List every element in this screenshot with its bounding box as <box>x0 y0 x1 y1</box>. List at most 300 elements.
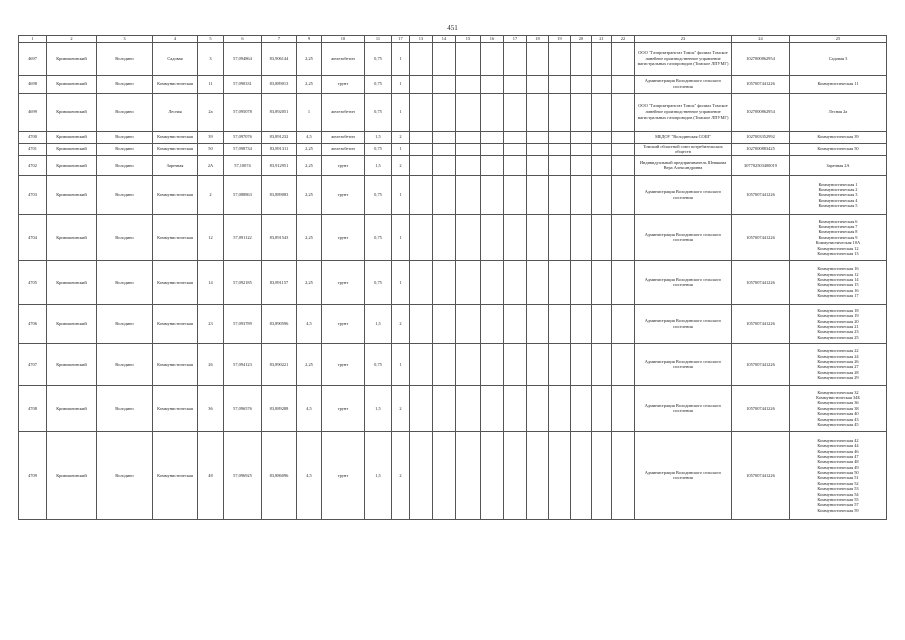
column-number-24: 25 <box>790 36 887 43</box>
served-object: Коммунистическая 6 <box>818 218 858 224</box>
cell-empty <box>456 75 481 93</box>
cell-empty <box>549 42 571 75</box>
cell-empty <box>549 75 571 93</box>
cell-num: 4706 <box>19 304 47 343</box>
cell-village: Володино <box>97 175 153 214</box>
cell-village: Володино <box>97 304 153 343</box>
cell-empty <box>410 260 433 304</box>
cell-vol: 1,5 <box>365 304 392 343</box>
cell-house: 48 <box>198 431 224 519</box>
cell-area: 2,25 <box>297 75 322 93</box>
served-object: Коммунистическая 27 <box>817 364 859 370</box>
cell-empty <box>592 214 612 260</box>
served-object: Коммунистическая 2 <box>818 186 858 192</box>
cell-village: Володино <box>97 75 153 93</box>
cell-num: 4703 <box>19 175 47 214</box>
cell-empty <box>456 42 481 75</box>
served-object: Коммунистическая 38 <box>817 405 859 411</box>
cell-empty <box>612 260 635 304</box>
cell-empty <box>433 385 456 431</box>
cell-empty <box>433 42 456 75</box>
cell-lon: 83,891232 <box>262 131 297 143</box>
cell-empty <box>456 175 481 214</box>
cell-lon: 83,889288 <box>262 385 297 431</box>
cell-house: 36 <box>198 385 224 431</box>
cell-house: 2А <box>198 155 224 175</box>
cell-vol: 0,75 <box>365 93 392 131</box>
cell-empty <box>592 304 612 343</box>
cell-empty <box>410 93 433 131</box>
cell-village: Володино <box>97 431 153 519</box>
cell-served-objects <box>790 260 887 304</box>
served-object: Коммунистическая 25 <box>817 334 859 340</box>
table-row <box>19 155 887 175</box>
served-object: Коммунистическая 34Б <box>816 395 860 400</box>
served-object: Коммунистическая 43 <box>817 416 859 422</box>
cell-served-objects <box>790 155 887 175</box>
cell-empty <box>527 385 549 431</box>
cell-empty <box>433 131 456 143</box>
cell-empty <box>571 214 592 260</box>
cell-organization: Администрация Володинского сельского поселения <box>635 385 732 431</box>
cell-num: 4701 <box>19 143 47 155</box>
cell-empty <box>481 260 504 304</box>
cell-empty <box>504 385 527 431</box>
table-row <box>19 343 887 385</box>
cell-vol: 0,75 <box>365 42 392 75</box>
cell-empty <box>549 304 571 343</box>
cell-house: 39 <box>198 131 224 143</box>
cell-empty <box>612 42 635 75</box>
cell-district: Кривошеинский <box>47 93 97 131</box>
served-object: Коммунистическая 7 <box>818 224 858 229</box>
cell-village: Володино <box>97 214 153 260</box>
cell-district: Кривошеинский <box>47 214 97 260</box>
column-number-10: 11 <box>365 36 392 43</box>
served-object: Коммунистическая 13 <box>817 250 859 256</box>
cell-lat: 57,097076 <box>224 131 262 143</box>
table-row <box>19 385 887 431</box>
cell-vol: 1,5 <box>365 131 392 143</box>
cell-empty <box>612 214 635 260</box>
cell-empty <box>456 155 481 175</box>
cell-surface: грунт <box>322 385 365 431</box>
cell-served-objects <box>790 42 887 75</box>
cell-ogrn: 1057007441226 <box>732 214 790 260</box>
cell-empty <box>527 155 549 175</box>
cell-area: 2,25 <box>297 42 322 75</box>
served-object: Коммунистическая 53 <box>817 486 859 492</box>
cell-district: Кривошеинский <box>47 155 97 175</box>
cell-empty <box>592 343 612 385</box>
served-object: Коммунистическая 45 <box>817 421 859 427</box>
cell-organization: МБДОУ "Володинская СОШ" <box>635 131 732 143</box>
cell-served-objects <box>790 131 887 143</box>
cell-village: Володино <box>97 143 153 155</box>
cell-count: 1 <box>392 75 410 93</box>
cell-empty <box>504 431 527 519</box>
cell-street: Коммунистическая <box>153 75 198 93</box>
cell-ogrn: 1057007441226 <box>732 75 790 93</box>
served-object: Коммунистическая 28 <box>817 369 859 375</box>
served-object: Коммунистическая 23 <box>817 329 859 335</box>
served-object: Коммунистическая 12 <box>817 245 859 251</box>
cell-empty <box>527 304 549 343</box>
cell-served-objects <box>790 214 887 260</box>
cell-district: Кривошеинский <box>47 431 97 519</box>
column-number-18: 19 <box>549 36 571 43</box>
cell-empty <box>549 155 571 175</box>
served-object: Коммунистическая 55 <box>817 496 859 502</box>
register-table <box>18 35 887 520</box>
cell-empty <box>612 343 635 385</box>
table-row <box>19 75 887 93</box>
column-number-23: 24 <box>732 36 790 43</box>
cell-served-objects <box>790 93 887 131</box>
cell-empty <box>481 131 504 143</box>
cell-empty <box>433 143 456 155</box>
cell-empty <box>481 143 504 155</box>
cell-empty <box>549 260 571 304</box>
cell-lon: 83,891543 <box>262 214 297 260</box>
cell-lat: 57,092185 <box>224 260 262 304</box>
cell-lon: 83,886096 <box>262 431 297 519</box>
cell-empty <box>481 214 504 260</box>
cell-empty <box>481 304 504 343</box>
cell-district: Кривошеинский <box>47 385 97 431</box>
cell-vol: 0,75 <box>365 143 392 155</box>
cell-empty <box>410 131 433 143</box>
served-object: Коммунистическая 51 <box>817 475 859 481</box>
cell-surface: грунт <box>322 343 365 385</box>
cell-empty <box>504 304 527 343</box>
cell-empty <box>456 385 481 431</box>
cell-house: 2 <box>198 175 224 214</box>
cell-num: 4702 <box>19 155 47 175</box>
cell-district: Кривошеинский <box>47 42 97 75</box>
cell-count: 1 <box>392 260 410 304</box>
served-object: Садовая 3 <box>828 55 848 61</box>
cell-empty <box>410 42 433 75</box>
cell-lat: 57,096576 <box>224 385 262 431</box>
cell-empty <box>410 155 433 175</box>
served-object: Коммунистическая 21 <box>817 323 859 329</box>
cell-lon: 83,906144 <box>262 42 297 75</box>
cell-empty <box>549 131 571 143</box>
column-number-17: 18 <box>527 36 549 43</box>
cell-lat: 57,096925 <box>224 431 262 519</box>
cell-count: 1 <box>392 214 410 260</box>
column-number-11: 17 <box>392 36 410 43</box>
cell-empty <box>592 155 612 175</box>
cell-empty <box>571 260 592 304</box>
cell-vol: 0,75 <box>365 343 392 385</box>
served-object: Лесная 2а <box>828 109 848 115</box>
cell-ogrn: 1057007441226 <box>732 431 790 519</box>
served-object: Коммунистическая 47 <box>817 453 859 459</box>
served-object: Коммунистическая 49 <box>817 464 859 470</box>
cell-empty <box>571 93 592 131</box>
cell-organization: Администрация Володинского сельского поселения <box>635 175 732 214</box>
cell-lon: 83,891311 <box>262 143 297 155</box>
cell-lat: 57,090331 <box>224 75 262 93</box>
cell-house: 23 <box>198 304 224 343</box>
cell-empty <box>481 385 504 431</box>
cell-house: 26 <box>198 343 224 385</box>
cell-empty <box>612 385 635 431</box>
cell-surface: грунт <box>322 214 365 260</box>
cell-district: Кривошеинский <box>47 304 97 343</box>
column-number-9: 10 <box>322 36 365 43</box>
cell-empty <box>410 431 433 519</box>
cell-empty <box>456 143 481 155</box>
cell-served-objects <box>790 175 887 214</box>
cell-empty <box>527 214 549 260</box>
served-object: Коммунистическая 42 <box>817 437 859 443</box>
table-row <box>19 143 887 155</box>
cell-empty <box>592 75 612 93</box>
served-object: Коммунистическая 18 <box>817 307 859 313</box>
served-object: Коммунистическая 16 <box>817 287 859 293</box>
cell-empty <box>592 131 612 143</box>
cell-house: 3 <box>198 42 224 75</box>
cell-street: Коммунистическая <box>153 343 198 385</box>
cell-lon: 83,889083 <box>262 175 297 214</box>
cell-empty <box>456 431 481 519</box>
cell-empty <box>504 260 527 304</box>
cell-count: 1 <box>392 343 410 385</box>
cell-num: 4708 <box>19 385 47 431</box>
cell-empty <box>433 214 456 260</box>
cell-empty <box>481 93 504 131</box>
cell-empty <box>433 175 456 214</box>
cell-empty <box>527 93 549 131</box>
column-number-2: 2 <box>47 36 97 43</box>
cell-num: 4699 <box>19 93 47 131</box>
cell-empty <box>481 431 504 519</box>
cell-empty <box>433 260 456 304</box>
cell-count: 1 <box>392 93 410 131</box>
cell-lon: 83,889013 <box>262 75 297 93</box>
served-object: Коммунистическая 10А <box>815 240 861 246</box>
cell-vol: 0,75 <box>365 175 392 214</box>
table-row <box>19 260 887 304</box>
cell-ogrn: 1027003352992 <box>732 131 790 143</box>
served-object: Коммунистическая 50 <box>817 146 859 152</box>
cell-house: 11 <box>198 75 224 93</box>
served-object: Коммунистическая 54 <box>817 491 859 497</box>
cell-empty <box>410 175 433 214</box>
cell-district: Кривошеинский <box>47 75 97 93</box>
column-number-16: 17 <box>504 36 527 43</box>
served-object: Коммунистическая 19 <box>817 313 859 319</box>
cell-num: 4698 <box>19 75 47 93</box>
cell-lon: 83,891157 <box>262 260 297 304</box>
cell-lat: 57,091122 <box>224 214 262 260</box>
cell-count: 1 <box>392 143 410 155</box>
page-number: 451 <box>447 24 458 32</box>
cell-empty <box>504 42 527 75</box>
served-object: Коммунистическая 46 <box>817 448 859 454</box>
cell-empty <box>481 175 504 214</box>
cell-vol: 0,75 <box>365 260 392 304</box>
cell-surface: грунт <box>322 75 365 93</box>
served-object: Коммунистическая 22 <box>817 348 859 354</box>
cell-area: 2,25 <box>297 175 322 214</box>
cell-organization: Администрация Володинского сельского поселения <box>635 260 732 304</box>
cell-organization: ООО "Газпромтрансгаз Томск" филиал Томское линейное производственное управление магистральных газопроводов (Томское ЛПУМГ) <box>635 93 732 131</box>
served-object: Коммунистическая 9 <box>818 234 858 240</box>
cell-empty <box>527 42 549 75</box>
cell-area: 4,5 <box>297 304 322 343</box>
cell-num: 4705 <box>19 260 47 304</box>
cell-empty <box>571 175 592 214</box>
cell-street: Коммунистическая <box>153 175 198 214</box>
cell-empty <box>527 431 549 519</box>
cell-empty <box>592 93 612 131</box>
cell-empty <box>592 260 612 304</box>
cell-street: Лесная <box>153 93 198 131</box>
cell-empty <box>481 343 504 385</box>
cell-surface: железобетон <box>322 42 365 75</box>
cell-empty <box>433 155 456 175</box>
cell-served-objects <box>790 304 887 343</box>
cell-empty <box>433 343 456 385</box>
cell-empty <box>571 143 592 155</box>
cell-street: Коммунистическая <box>153 431 198 519</box>
table-body <box>19 42 887 519</box>
column-number-13: 14 <box>433 36 456 43</box>
cell-empty <box>410 385 433 431</box>
cell-lon: 83,892051 <box>262 93 297 131</box>
cell-organization: Томский областной союз потребительских обществ <box>635 143 732 155</box>
cell-count: 2 <box>392 385 410 431</box>
cell-lat: 57,088863 <box>224 175 262 214</box>
cell-area: 2,25 <box>297 143 322 155</box>
cell-empty <box>504 343 527 385</box>
cell-num: 4704 <box>19 214 47 260</box>
cell-lat: 57,095078 <box>224 93 262 131</box>
served-object: Коммунистическая 50 <box>817 470 859 476</box>
cell-ogrn: 1027000883425 <box>732 143 790 155</box>
cell-ogrn: 1057007441226 <box>732 343 790 385</box>
cell-empty <box>592 175 612 214</box>
cell-surface: грунт <box>322 155 365 175</box>
cell-village: Володино <box>97 385 153 431</box>
cell-village: Володино <box>97 42 153 75</box>
cell-area: 2,25 <box>297 155 322 175</box>
column-number-22: 23 <box>635 36 732 43</box>
cell-empty <box>410 143 433 155</box>
served-object: Коммунистическая 11 <box>817 81 859 87</box>
cell-empty <box>456 343 481 385</box>
cell-num: 4709 <box>19 431 47 519</box>
column-number-15: 16 <box>481 36 504 43</box>
column-number-4: 4 <box>153 36 198 43</box>
served-object: Коммунистическая 24 <box>817 353 859 359</box>
served-object: Коммунистическая 16 <box>817 266 859 272</box>
cell-street: Заречная <box>153 155 198 175</box>
served-object: Коммунистическая 5 <box>818 203 858 208</box>
cell-empty <box>433 93 456 131</box>
column-number-19: 20 <box>571 36 592 43</box>
table-row <box>19 304 887 343</box>
cell-organization: Администрация Володинского сельского поселения <box>635 75 732 93</box>
served-object: Коммунистическая 57 <box>817 502 859 508</box>
cell-empty <box>504 155 527 175</box>
cell-ogrn: 1027000862954 <box>732 42 790 75</box>
cell-served-objects <box>790 143 887 155</box>
cell-vol: 1,5 <box>365 155 392 175</box>
cell-empty <box>456 93 481 131</box>
cell-ogrn: 1057007441226 <box>732 385 790 431</box>
cell-empty <box>504 143 527 155</box>
cell-surface: грунт <box>322 260 365 304</box>
cell-count: 2 <box>392 431 410 519</box>
cell-empty <box>527 175 549 214</box>
cell-empty <box>504 131 527 143</box>
cell-organization: Индивидуальный предприниматель Шевякова Вера Александровна <box>635 155 732 175</box>
cell-empty <box>481 155 504 175</box>
table-row <box>19 214 887 260</box>
column-number-20: 21 <box>592 36 612 43</box>
cell-num: 4707 <box>19 343 47 385</box>
cell-empty <box>549 385 571 431</box>
cell-empty <box>571 385 592 431</box>
cell-street: Коммунистическая <box>153 260 198 304</box>
cell-empty <box>504 75 527 93</box>
cell-lon: 83,890221 <box>262 343 297 385</box>
cell-empty <box>433 75 456 93</box>
cell-surface: железобетон <box>322 93 365 131</box>
cell-empty <box>504 175 527 214</box>
cell-street: Коммунистическая <box>153 214 198 260</box>
cell-num: 4697 <box>19 42 47 75</box>
served-object: Коммунистическая 39 <box>817 134 859 140</box>
cell-surface: грунт <box>322 304 365 343</box>
cell-empty <box>612 75 635 93</box>
cell-street: Коммунистическая <box>153 131 198 143</box>
cell-empty <box>527 75 549 93</box>
cell-count: 2 <box>392 131 410 143</box>
cell-organization: Администрация Володинского сельского поселения <box>635 214 732 260</box>
cell-empty <box>549 214 571 260</box>
cell-village: Володино <box>97 343 153 385</box>
cell-organization: Администрация Володинского сельского поселения <box>635 431 732 519</box>
cell-empty <box>504 93 527 131</box>
served-object: Коммунистическая 52 <box>817 480 859 486</box>
cell-count: 1 <box>392 175 410 214</box>
cell-count: 1 <box>392 42 410 75</box>
cell-street: Коммунистическая <box>153 385 198 431</box>
served-object: Коммунистическая 59 <box>817 507 859 513</box>
cell-surface: грунт <box>322 175 365 214</box>
served-object: Коммунистическая 44 <box>817 443 859 449</box>
column-number-5: 5 <box>198 36 224 43</box>
cell-empty <box>410 343 433 385</box>
cell-village: Володино <box>97 93 153 131</box>
cell-vol: 0,75 <box>365 75 392 93</box>
served-object: Коммунистическая 48 <box>817 459 859 465</box>
cell-served-objects <box>790 75 887 93</box>
cell-empty <box>612 155 635 175</box>
served-object: Коммунистическая 15 <box>817 282 859 288</box>
cell-ogrn: 1057007441226 <box>732 304 790 343</box>
cell-area: 1 <box>297 93 322 131</box>
served-object: Заречная 2А <box>826 162 850 168</box>
cell-count: 2 <box>392 155 410 175</box>
column-number-1: 1 <box>19 36 47 43</box>
